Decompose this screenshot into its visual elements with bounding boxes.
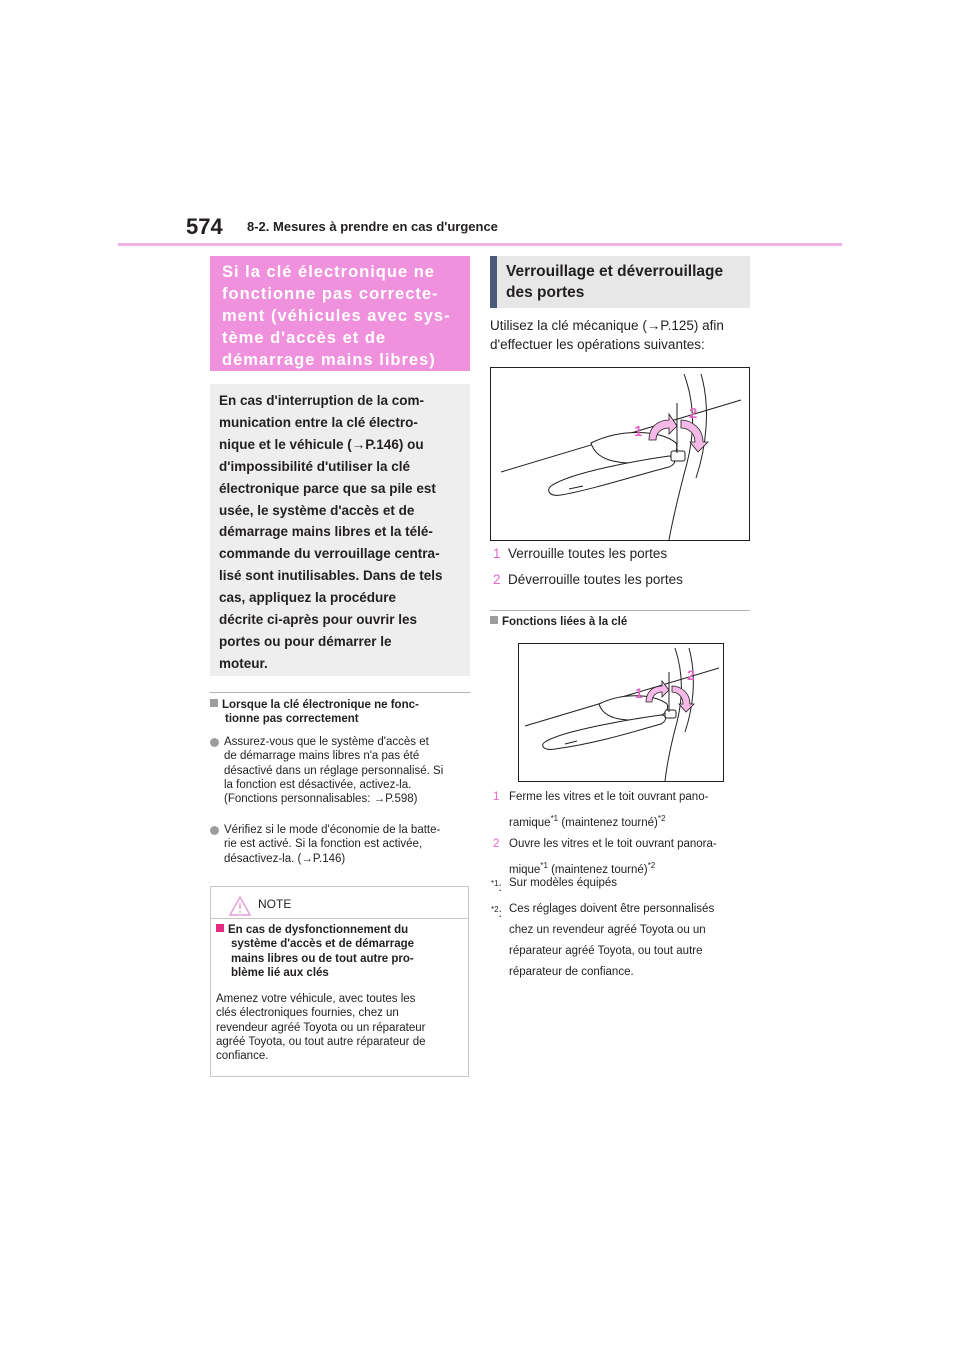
door-lock-illustration [490, 367, 750, 541]
intro-line: cas, appliquez la procédure [219, 590, 397, 606]
bullet-line: Assurez-vous que le système d'accès et [224, 736, 429, 748]
footnote-line: Sur modèles équipés [509, 877, 618, 889]
divider [210, 692, 470, 693]
step-number: 2 [493, 837, 500, 850]
step-line: Ouvre les vitres et le toit ouvrant panora- [509, 837, 717, 850]
bullet-line: désactivé dans un réglage personnalisé. Si [224, 764, 444, 777]
note-body-line: confiance. [216, 1050, 269, 1063]
step-line: (maintenez tourné) [547, 863, 648, 876]
intro-line: commande du verrouillage centra- [219, 546, 440, 562]
footnote-ref: *2 [647, 860, 656, 870]
step-number: 1 [493, 791, 500, 803]
square-bullet-icon [490, 616, 498, 624]
right-header-line: Verrouillage et déverrouillage [506, 263, 724, 280]
round-bullet-icon [210, 826, 219, 835]
pink-title-line: tème d'accès et de [222, 329, 387, 347]
step-line: Ferme les vitres et le toit ouvrant pano- [509, 791, 709, 803]
intro-text-line: Utilisez la clé mécanique (→P.125) afin [490, 318, 724, 333]
bullet-line: désactivez-la. (→P.146) [224, 852, 346, 865]
pink-title-line: Si la clé électronique ne [222, 263, 435, 281]
subheading [210, 698, 472, 727]
note-label: NOTE [258, 897, 292, 911]
bullet-item [210, 823, 472, 866]
intro-text [490, 317, 760, 354]
footnote-line: Ces réglages doivent être personnalisés [509, 902, 715, 915]
note-heading-line: système d'accès et de démarrage [231, 938, 415, 951]
subheading-text: Fonctions liées à la clé [502, 616, 628, 628]
step-line: ramique [509, 816, 551, 829]
step-text: Déverrouille toutes les portes [508, 571, 683, 587]
function-steps [493, 787, 755, 881]
intro-line: démarrage mains libres et la télé- [219, 524, 433, 540]
pink-title-line: fonctionne pas correcte- [222, 285, 439, 303]
note-heading [216, 923, 466, 980]
intro-line: d'impossibilité d'utiliser la clé [219, 458, 410, 474]
subheading-line: tionne pas correctement [225, 713, 359, 726]
step-line: (maintenez tourné) [558, 816, 658, 829]
footnote-ref: *1 [550, 814, 559, 823]
note-body-line: Amenez votre véhicule, avec toutes les [216, 993, 416, 1005]
subheading-line: Lorsque la clé électronique ne fonc- [222, 699, 419, 711]
figure-label: 1 [634, 423, 643, 440]
footnote-line: réparateur agréé Toyota, ou tout autre [509, 944, 703, 957]
note-body-line: agréé Toyota, ou tout autre réparateur de [216, 1035, 426, 1048]
bullet-item [210, 735, 472, 806]
footnote-mark: *2 [491, 904, 499, 914]
header-rule [118, 243, 842, 246]
note-body [216, 992, 468, 1063]
right-header-line: des portes [506, 284, 585, 301]
intro-box [210, 384, 470, 676]
window-control-illustration [518, 643, 724, 782]
figure-label: 2 [687, 667, 695, 683]
intro-line: électronique parce que sa pile est [219, 480, 436, 496]
bullet-line: la fonction est désactivée, activez-la. [224, 778, 412, 791]
intro-line: lisé sont inutilisables. Dans de tels [219, 568, 443, 584]
right-section-header [490, 256, 750, 308]
note-divider [211, 918, 468, 919]
note-heading-line: En cas de dysfonctionnement du [228, 924, 409, 936]
bullet-line: de démarrage mains libres n'a pas été [224, 750, 420, 763]
intro-line: nique et le véhicule (→P.146) ou [219, 436, 424, 452]
footnote-line: réparateur de confiance. [509, 965, 634, 978]
intro-line: décrite ci-après pour ouvrir les [219, 612, 418, 628]
square-bullet-icon [210, 699, 218, 707]
round-bullet-icon [210, 738, 219, 747]
footnote-ref: *2 [657, 814, 666, 823]
pink-title-line: démarrage mains libres) [222, 351, 436, 369]
square-bullet-icon [216, 924, 224, 932]
note-body-line: revendeur agréé Toyota ou un réparateur [216, 1021, 426, 1034]
intro-line: munication entre la clé électro- [219, 414, 418, 430]
footnotes: $^{*1}$: Sur modèles équipés $^{*2}$: Ces réglages doivent être personnalisés chez un revendeur agréé Toyota ou un réparateur agréé Toyota, ou tout autre réparateur de confiance. [491, 873, 756, 983]
note-heading-line: blème lié aux clés [231, 966, 329, 979]
footnote-ref: *1 [540, 860, 548, 870]
step-number: 1 [493, 546, 501, 561]
step-number: 2 [493, 571, 501, 587]
intro-line: usée, le système d'accès et de [219, 502, 415, 518]
footnote-mark: *1 [491, 879, 499, 888]
step-text: Verrouille toutes les portes [508, 546, 668, 561]
bullet-line: rie est activé. Si la fonction est activée, [224, 838, 423, 851]
page-number: 574 [186, 214, 223, 239]
note-box [210, 886, 469, 1077]
intro-line: moteur. [219, 655, 268, 671]
figure-label: 1 [635, 685, 643, 701]
bullet-line: Vérifiez si le mode d'économie de la batte- [224, 824, 441, 836]
divider [490, 610, 750, 611]
intro-line: En cas d'interruption de la com- [219, 393, 424, 408]
note-heading-line: mains libres ou de tout autre pro- [231, 952, 414, 965]
intro-line: portes ou pour démarrer le [219, 633, 392, 649]
steps-list [493, 545, 753, 589]
intro-text-line: d'effectuer les opérations suivantes: [490, 336, 705, 352]
section-title: 8-2. Mesures à prendre en cas d'urgence [247, 219, 498, 234]
note-body-line: clés électroniques fournies, chez un [216, 1007, 399, 1020]
pink-title-box [210, 256, 470, 371]
step-line: mique [509, 863, 541, 876]
bullet-line: (Fonctions personnalisables: →P.598) [224, 793, 418, 806]
figure-label: 2 [689, 405, 698, 422]
footnote-line: chez un revendeur agréé Toyota ou un [509, 923, 706, 936]
pink-title-line: ment (véhicules avec sys- [222, 307, 451, 325]
subheading [490, 615, 627, 629]
